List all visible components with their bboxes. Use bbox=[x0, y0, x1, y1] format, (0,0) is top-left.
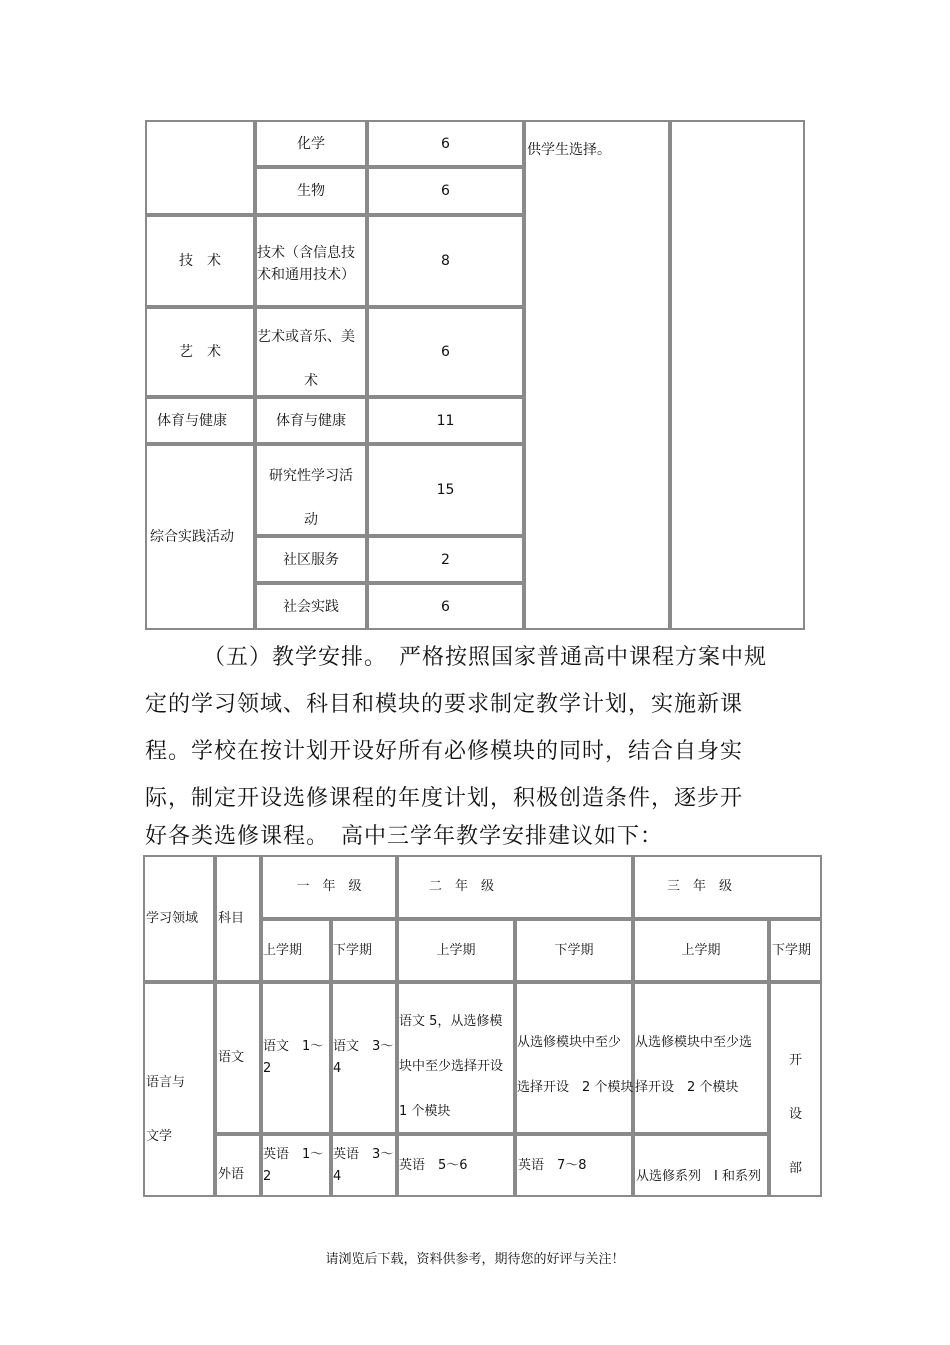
chinese-g2-up-line2: 块中至少选择开设 bbox=[399, 1059, 504, 1074]
subject-research-line2: 动 bbox=[304, 512, 318, 528]
subject-cell bbox=[255, 120, 367, 167]
english-g2-up bbox=[397, 1134, 515, 1197]
term-label: 上学期 bbox=[681, 942, 721, 958]
credits-cell bbox=[367, 397, 524, 444]
chinese-g2-up bbox=[397, 982, 515, 1134]
chinese-g3-up-line1: 从选修模块中至少选 bbox=[635, 1035, 753, 1050]
grade3-label: 三 年 级 bbox=[667, 879, 733, 894]
subject-cell bbox=[255, 444, 367, 536]
subject-cell bbox=[255, 583, 367, 630]
note-text: 供学生选择。 bbox=[527, 142, 611, 158]
credits-chemistry: 6 bbox=[441, 135, 450, 152]
chinese-g2-down bbox=[515, 982, 633, 1134]
grade1-label: 一 年 级 bbox=[296, 879, 362, 894]
area-language-line2: 文学 bbox=[146, 1129, 173, 1144]
header-subject-label: 科目 bbox=[218, 910, 245, 926]
term-label: 上学期 bbox=[263, 942, 303, 958]
subject-cell bbox=[255, 215, 367, 307]
subject-cell bbox=[255, 397, 367, 444]
grade2-label: 二 年 级 bbox=[429, 879, 495, 894]
paragraph-line: 际，制定开设选修课程的年度计划，积极创造条件，逐步开 bbox=[145, 786, 744, 811]
area-language bbox=[143, 982, 215, 1197]
chinese-g2-up-line1: 语文 5，从选修模 bbox=[399, 1014, 503, 1029]
area-practice: 综合实践活动 bbox=[150, 529, 234, 545]
subject-english bbox=[215, 1134, 261, 1197]
subject-biology: 生物 bbox=[297, 183, 325, 199]
subject-cell bbox=[255, 307, 367, 397]
chinese-g3-up bbox=[633, 982, 769, 1134]
area-language-line1: 语言与 bbox=[146, 1075, 186, 1090]
credits-pe: 11 bbox=[436, 412, 455, 429]
subject-chinese bbox=[215, 982, 261, 1134]
term-g3-down bbox=[769, 919, 822, 982]
subject-cell bbox=[255, 536, 367, 583]
area-cell-science bbox=[145, 120, 255, 215]
english-g2-down bbox=[515, 1134, 633, 1197]
g3-down-char: 开 bbox=[788, 1053, 802, 1068]
subject-pe: 体育与健康 bbox=[276, 412, 346, 429]
area-tech: 技 术 bbox=[179, 253, 221, 269]
english-g2-up-text: 英语 5～6 bbox=[399, 1157, 468, 1173]
subject-art-line1: 艺术或音乐、美 bbox=[257, 329, 355, 345]
area-cell-pe bbox=[145, 397, 255, 444]
paragraph-line: 好各类选修课程。 高中三学年教学安排建议如下： bbox=[145, 824, 664, 849]
term-label: 上学期 bbox=[436, 942, 476, 958]
credits-cell bbox=[367, 215, 524, 307]
chinese-g2-down-line1: 从选修模块中至少 bbox=[517, 1035, 622, 1050]
credits-cell bbox=[367, 583, 524, 630]
term-g3-up bbox=[633, 919, 769, 982]
subject-social: 社会实践 bbox=[283, 598, 339, 615]
area-art: 艺 术 bbox=[179, 344, 221, 360]
credits-art: 6 bbox=[441, 344, 450, 360]
term-g2-up bbox=[397, 919, 515, 982]
term-label: 下学期 bbox=[554, 942, 594, 958]
header-grade1 bbox=[261, 855, 397, 919]
subject-chinese-label: 语文 bbox=[218, 1050, 245, 1065]
paragraph-line: 程。学校在按计划开设好所有必修模块的同时，结合自身实 bbox=[145, 739, 744, 764]
chinese-g3-up-line2: 择开设 2 个模块 bbox=[635, 1080, 739, 1095]
term-label: 下学期 bbox=[772, 942, 812, 958]
subject-tech-line1: 技术（含信息技 bbox=[257, 245, 355, 261]
chinese-g1-up bbox=[261, 982, 331, 1134]
chinese-g2-down-line2: 选择开设 2 个模块 bbox=[517, 1080, 634, 1095]
area-cell-tech bbox=[145, 215, 255, 307]
english-g1-down bbox=[331, 1134, 397, 1197]
subject-cell bbox=[255, 167, 367, 215]
credits-research: 15 bbox=[436, 482, 455, 498]
english-g2-down-text: 英语 7～8 bbox=[518, 1157, 587, 1173]
header-grade3 bbox=[633, 855, 822, 919]
credits-cell bbox=[367, 120, 524, 167]
credits-cell bbox=[367, 307, 524, 397]
term-g2-down bbox=[515, 919, 633, 982]
credits-cell bbox=[367, 536, 524, 583]
empty-cell bbox=[670, 120, 805, 630]
chinese-g1-up-text: 语文 1～2 bbox=[263, 1039, 324, 1076]
term-label: 下学期 bbox=[333, 942, 373, 958]
credits-community: 2 bbox=[441, 551, 450, 568]
g3-down-char: 部 bbox=[788, 1161, 802, 1176]
english-g1-up bbox=[261, 1134, 331, 1197]
subject-english-label: 外语 bbox=[218, 1166, 245, 1182]
credits-biology: 6 bbox=[441, 183, 450, 199]
credits-social: 6 bbox=[441, 598, 450, 615]
english-g3-up-text: 从选修系列 Ⅰ 和系列 bbox=[636, 1168, 761, 1184]
subject-community: 社区服务 bbox=[283, 551, 339, 568]
english-g3-up bbox=[633, 1134, 769, 1197]
credits-cell bbox=[367, 444, 524, 536]
chinese-g2-up-line3: 1 个模块 bbox=[399, 1104, 451, 1119]
header-area bbox=[143, 855, 215, 982]
paragraph-line: （五）教学安排。 严格按照国家普通高中课程方案中规 bbox=[203, 645, 768, 670]
english-g1-down-text: 英语 3～4 bbox=[333, 1146, 394, 1184]
credits-tech: 8 bbox=[441, 253, 450, 269]
header-area-label: 学习领域 bbox=[146, 910, 199, 926]
chinese-g1-down bbox=[331, 982, 397, 1134]
subject-research-line1: 研究性学习活 bbox=[269, 468, 353, 484]
term-g1-up bbox=[261, 919, 331, 982]
area-cell-practice bbox=[145, 444, 255, 630]
term-g1-down bbox=[331, 919, 397, 982]
header-grade2 bbox=[397, 855, 633, 919]
english-g1-up-text: 英语 1～2 bbox=[263, 1146, 324, 1184]
subject-art-line2: 术 bbox=[304, 373, 318, 389]
g3-down-char: 设 bbox=[788, 1107, 802, 1122]
area-cell-art bbox=[145, 307, 255, 397]
chinese-g3-down bbox=[769, 982, 822, 1197]
chinese-g1-down-text: 语文 3～4 bbox=[333, 1039, 394, 1076]
page-footer: 请浏览后下载，资料供参考，期待您的好评与关注！ bbox=[325, 1252, 625, 1267]
note-cell bbox=[524, 120, 670, 630]
paragraph-line: 定的学习领域、科目和模块的要求制定教学计划，实施新课 bbox=[145, 692, 744, 717]
area-pe: 体育与健康 bbox=[157, 412, 227, 429]
header-subject bbox=[215, 855, 261, 982]
subject-chemistry: 化学 bbox=[297, 135, 325, 152]
credits-cell bbox=[367, 167, 524, 215]
subject-tech-line2: 术和通用技术） bbox=[257, 267, 355, 283]
